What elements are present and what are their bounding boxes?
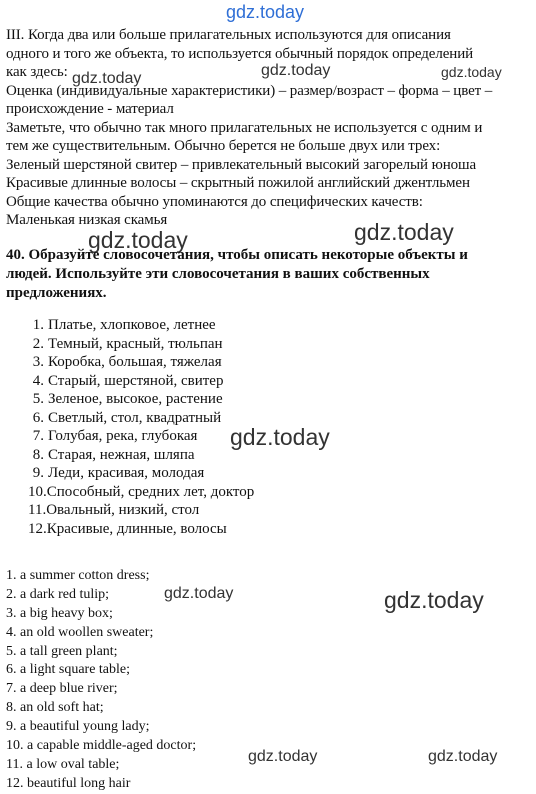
watermark: gdz.today [384, 587, 484, 613]
list-item [28, 501, 254, 520]
watermark: gdz.today [164, 585, 234, 602]
list-item [28, 353, 254, 372]
item-text: Леди, красивая, молодая [48, 465, 205, 481]
item-number: 11. [28, 502, 47, 518]
list-item [28, 483, 254, 502]
answer-item: 4. an old woollen sweater; [6, 624, 154, 640]
item-number: 2. [32, 335, 44, 352]
item-text: Красивые, длинные, волосы [46, 520, 227, 537]
watermark: gdz.today [88, 227, 188, 253]
answer-item: 3. a big heavy box; [6, 605, 113, 621]
item-text: Светлый, стол, квадратный [48, 409, 222, 426]
list-item [28, 520, 254, 539]
item-text: Коробка, большая, тяжелая [48, 354, 222, 370]
answer-item: 9. a beautiful young lady; [6, 719, 150, 735]
item-number: 7. [32, 428, 44, 444]
item-text: Темный, красный, тюльпан [48, 335, 223, 352]
item-number: 12. [28, 520, 47, 537]
list-item [28, 372, 254, 391]
watermark: gdz.today [230, 424, 330, 450]
item-number: 8. [32, 446, 44, 463]
answer-item: 8. an old soft hat; [6, 700, 104, 716]
item-text: Голубая, река, глубокая [48, 428, 198, 444]
answers-list [6, 567, 196, 794]
text-line: происхождение - материал [6, 101, 174, 117]
answer-item: 1. a summer cotton dress; [6, 568, 150, 583]
item-number: 1. [32, 317, 44, 333]
text-line: Маленькая низкая скамья [6, 212, 168, 228]
watermark: gdz.today [261, 62, 331, 79]
list-item [28, 409, 254, 428]
task-heading [6, 246, 516, 303]
item-number: 6. [32, 409, 44, 426]
watermark: gdz.today [72, 70, 142, 87]
answer-item: 7. a deep blue river; [6, 681, 118, 697]
list-item [28, 427, 254, 446]
item-number: 3. [32, 354, 44, 370]
item-text: Способный, средних лет, доктор [46, 483, 255, 500]
watermark: gdz.today [428, 748, 498, 765]
item-text: Старый, шерстяной, свитер [48, 372, 224, 389]
task-items-list [28, 316, 254, 538]
text-line: Заметьте, что обычно так много прилагательных не используется с одним и [6, 119, 483, 136]
answer-item: 2. a dark red tulip; [6, 586, 110, 602]
item-number: 9. [32, 465, 44, 481]
answer-item: 11. a low oval table; [6, 756, 120, 772]
watermark: gdz.today [441, 64, 502, 80]
text-line: Оценка (индивидуальные характеристики) – размер/возраст – форма – цвет – [6, 82, 493, 99]
text-line: Зеленый шерстяной свитер – привлекательный высокий загорелый юноша [6, 156, 477, 173]
text-line: одного и того же объекта, то используется обычный порядок определений [6, 45, 474, 62]
list-item [28, 390, 254, 409]
answer-item: 5. a tall green plant; [6, 643, 118, 659]
item-text: Овальный, низкий, стол [46, 502, 200, 518]
section-three-text [6, 26, 532, 230]
item-text: Зеленое, высокое, растение [48, 391, 223, 407]
text-line: III. Когда два или больше прилагательных используются для описания [6, 27, 451, 43]
answer-item: 10. a capable middle-aged doctor; [6, 738, 197, 754]
text-line: как здесь: [6, 64, 68, 80]
item-text: Старая, нежная, шляпа [48, 446, 195, 463]
task-heading-line: 40. Образуйте словосочетания, чтобы описать некоторые объекты и [6, 247, 468, 263]
answer-item: 6. a light square table; [6, 662, 131, 678]
task-heading-line: людей. Используйте эти словосочетания в ваших собственных [6, 266, 430, 282]
list-item [28, 464, 254, 483]
task-heading-line: предложениях. [6, 285, 107, 301]
text-line: Красивые длинные волосы – скрытный пожилой английский джентльмен [6, 175, 470, 191]
item-text: Платье, хлопковое, летнее [48, 317, 216, 333]
list-item [28, 335, 254, 354]
watermark-top: gdz.today [226, 2, 305, 22]
watermark: gdz.today [354, 219, 454, 245]
list-item [28, 446, 254, 465]
list-item [28, 316, 254, 335]
text-line: тем же существительным. Обычно берется не больше двух или трех: [6, 138, 441, 154]
item-number: 4. [32, 372, 44, 389]
answer-item: 12. beautiful long hair [6, 775, 131, 791]
item-number: 10. [28, 483, 47, 500]
watermark: gdz.today [248, 748, 318, 765]
item-number: 5. [32, 391, 44, 407]
text-line: Общие качества обычно упоминаются до специфических качеств: [6, 193, 423, 210]
